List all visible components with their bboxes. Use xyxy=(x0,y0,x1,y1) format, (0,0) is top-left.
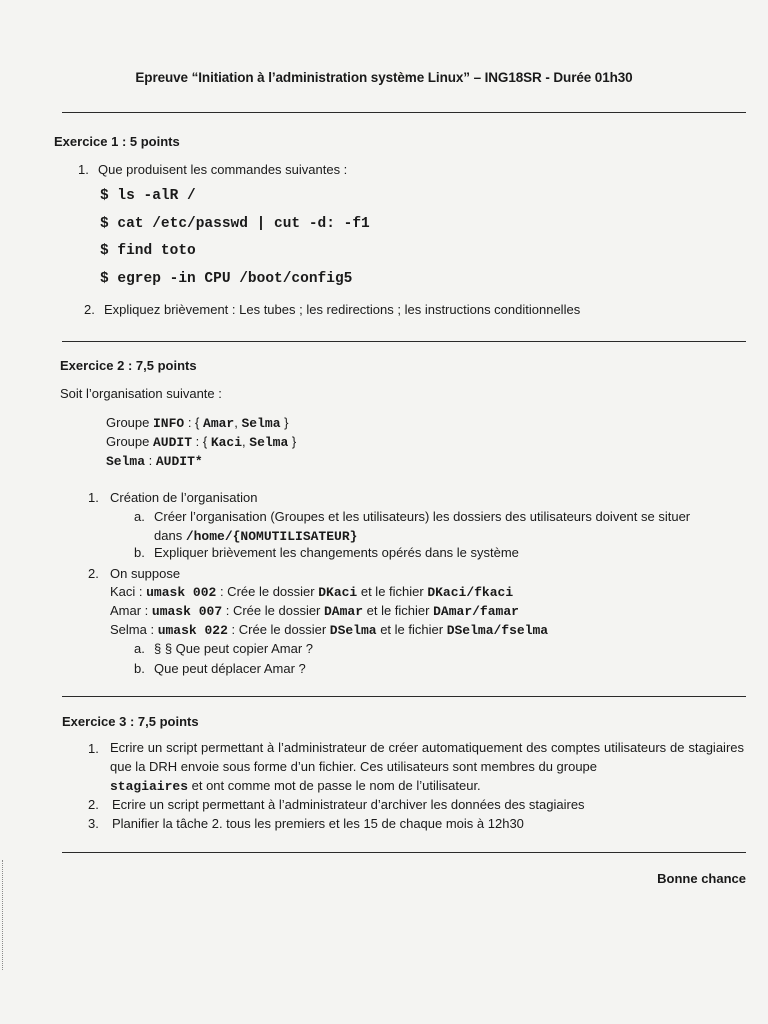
primary-group-line xyxy=(106,453,203,469)
text-fragment: et le fichier xyxy=(363,603,434,618)
directory-name: DSelma xyxy=(329,623,377,638)
user-name: Selma xyxy=(106,454,146,469)
home-path: /home/{NOMUTILISATEUR} xyxy=(185,529,358,544)
ex2-q1-text: Création de l’organisation xyxy=(110,490,258,505)
command-line: $ find toto xyxy=(100,243,196,259)
closing-text: Bonne chance xyxy=(657,871,746,886)
command-line: $ egrep -in CPU /boot/config5 xyxy=(100,271,353,287)
ex3-q1-number: 1. xyxy=(88,741,99,756)
divider xyxy=(62,696,746,697)
umask-command: umask 002 xyxy=(146,585,217,600)
ex3-q3-number: 3. xyxy=(88,816,99,831)
member-name: Amar xyxy=(203,416,235,431)
ex3-q2-number: 2. xyxy=(88,797,99,812)
group-name: stagiaires xyxy=(110,779,189,794)
exercise-2-title: Exercice 2 : 7,5 points xyxy=(60,358,197,373)
ex2-q1a-letter: a. xyxy=(134,509,145,524)
separator: } xyxy=(284,415,289,430)
directory-name: DAmar xyxy=(324,604,364,619)
user-label: Selma : xyxy=(110,622,158,637)
ex2-q1a-text: Créer l’organisation (Groupes et les utilisateurs) les dossiers des utilisateurs doivent se situer xyxy=(154,509,691,524)
group-name: INFO xyxy=(153,416,185,431)
text-fragment: stagiaires que la DRH envoie sous forme d’un fichier. Ces utilisateurs sont membres du groupe xyxy=(110,740,744,774)
separator: : xyxy=(145,453,156,468)
text-fragment: : Crée le dossier xyxy=(227,622,330,637)
text-fragment: et le fichier xyxy=(376,622,447,637)
group-name: AUDIT* xyxy=(155,454,203,469)
ex2-q1a-text-cont xyxy=(154,528,357,544)
separator: , xyxy=(242,434,250,449)
ex3-q2-text: Ecrire un script permettant à l’administrateur d’archiver les données des stagiaires xyxy=(112,797,585,812)
text-fragment: : Crée le dossier xyxy=(222,603,324,618)
separator: : { xyxy=(192,434,208,449)
ex3-q1-text xyxy=(110,738,744,796)
group-name: AUDIT xyxy=(153,435,193,450)
ex1-q2-number: 2. xyxy=(84,302,95,317)
group-audit-line xyxy=(106,434,296,450)
directory-name: DKaci xyxy=(318,585,358,600)
ex2-q1-number: 1. xyxy=(88,490,99,505)
exercise-3-title: Exercice 3 : 7,5 points xyxy=(62,714,199,729)
ex1-q1-number: 1. xyxy=(78,162,89,177)
member-name: Kaci xyxy=(210,435,243,450)
umask-line-selma xyxy=(110,622,548,638)
separator: } xyxy=(291,434,297,449)
command-line: $ cat /etc/passwd | cut -d: -f1 xyxy=(100,216,370,232)
text-fragment: : Crée le dossier xyxy=(216,584,319,599)
ex1-q2-text: Expliquez brièvement : Les tubes ; les redirections ; les instructions conditionnelles xyxy=(104,302,581,317)
ex3-q3-text: Planifier la tâche 2. tous les premiers et les 15 de chaque mois à 12h30 xyxy=(112,816,524,831)
scan-margin-artifact xyxy=(2,860,9,970)
ex2-q2a-letter: a. xyxy=(134,641,145,656)
divider xyxy=(62,112,746,113)
member-name: Selma xyxy=(241,416,281,431)
umask-line-amar xyxy=(110,603,519,619)
ex1-q1-text: Que produisent les commandes suivantes : xyxy=(98,162,348,177)
file-path: DKaci/fkaci xyxy=(427,585,514,600)
group-label: Groupe xyxy=(106,434,150,449)
group-info-line xyxy=(106,415,288,431)
ex2-q1b-text: Expliquer brièvement les changements opérés dans le système xyxy=(154,545,519,560)
ex2-q2-text: On suppose xyxy=(110,566,181,581)
text-fragment: dans xyxy=(154,528,186,543)
user-label: Amar : xyxy=(110,603,152,618)
file-path: DSelma/fselma xyxy=(446,623,549,638)
separator: : { xyxy=(184,415,200,430)
divider xyxy=(62,852,746,853)
divider xyxy=(62,341,746,342)
file-path: DAmar/famar xyxy=(433,604,519,619)
group-label: Groupe xyxy=(106,415,150,430)
user-label: Kaci : xyxy=(110,584,147,599)
umask-line-kaci xyxy=(110,584,513,600)
ex2-q2-number: 2. xyxy=(88,566,99,581)
ex2-q2b-text: Que peut déplacer Amar ? xyxy=(154,661,306,676)
text-fragment: et ont comme mot de passe le nom de l’utilisateur. xyxy=(188,778,481,793)
ex2-intro: Soit l’organisation suivante : xyxy=(60,386,222,401)
umask-command: umask 007 xyxy=(151,604,223,619)
ex2-q2b-letter: b. xyxy=(134,661,145,676)
ex2-q2a-text: § § Que peut copier Amar ? xyxy=(154,641,313,656)
command-line: $ ls -alR / xyxy=(100,188,196,204)
exam-title: Epreuve “Initiation à l’administration système Linux” – ING18SR - Durée 01h30 xyxy=(135,70,633,85)
ex2-q1b-letter: b. xyxy=(134,545,145,560)
text-fragment: et le fichier xyxy=(357,584,428,599)
member-name: Selma xyxy=(249,435,289,450)
text-fragment: Ecrire un script permettant à l’administrateur de créer automatiquement des comptes utilisateurs de xyxy=(110,740,685,755)
umask-command: umask 022 xyxy=(157,623,228,638)
exercise-1-title: Exercice 1 : 5 points xyxy=(54,134,180,149)
separator: , xyxy=(234,415,242,430)
